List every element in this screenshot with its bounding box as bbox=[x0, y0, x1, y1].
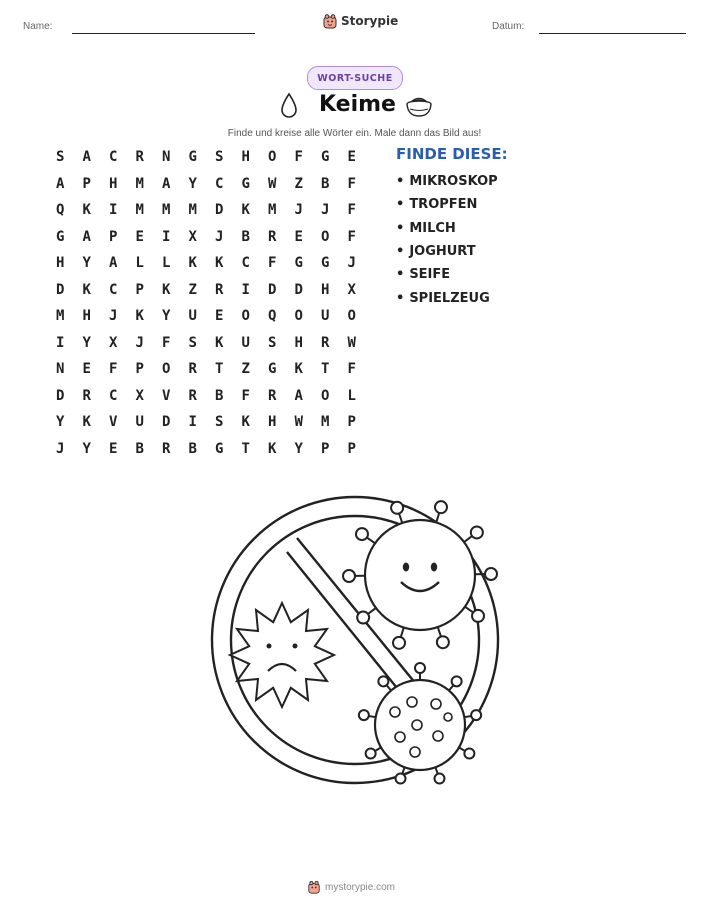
grid-cell[interactable]: X bbox=[109, 334, 118, 351]
grid-cell[interactable]: A bbox=[109, 255, 118, 272]
grid-cell[interactable]: G bbox=[215, 440, 224, 457]
grid-cell[interactable]: C bbox=[215, 175, 224, 192]
grid-cell[interactable]: J bbox=[135, 334, 144, 351]
word-text: MIKROSKOP bbox=[409, 174, 498, 190]
word-text: TROPFEN bbox=[409, 197, 478, 213]
grid-cell[interactable]: O bbox=[321, 387, 330, 404]
grid-cell[interactable]: I bbox=[188, 414, 197, 431]
grid-cell[interactable]: K bbox=[241, 414, 250, 431]
grid-cell[interactable]: I bbox=[109, 202, 118, 219]
grid-cell[interactable]: R bbox=[268, 387, 277, 404]
grid-cell[interactable]: Y bbox=[294, 440, 303, 457]
grid-cell[interactable]: X bbox=[188, 228, 197, 245]
grid-cell[interactable]: K bbox=[215, 334, 224, 351]
grid-cell[interactable]: H bbox=[268, 414, 277, 431]
title-row bbox=[0, 90, 709, 124]
bullet: • bbox=[396, 220, 405, 236]
grid-cell[interactable]: R bbox=[162, 440, 171, 457]
grid-cell[interactable]: X bbox=[347, 281, 356, 298]
grid-cell[interactable]: O bbox=[162, 361, 171, 378]
grid-cell[interactable]: M bbox=[135, 175, 144, 192]
grid-row bbox=[47, 330, 365, 357]
grid-cell[interactable]: A bbox=[162, 175, 171, 192]
grid-cell[interactable]: C bbox=[109, 387, 118, 404]
grid-cell[interactable]: J bbox=[294, 202, 303, 219]
word-list-item bbox=[396, 263, 498, 286]
grid-cell[interactable]: M bbox=[321, 414, 330, 431]
grid-cell[interactable]: O bbox=[321, 228, 330, 245]
grid-cell[interactable]: B bbox=[135, 440, 144, 457]
grid-cell[interactable]: X bbox=[135, 387, 144, 404]
grid-cell[interactable]: D bbox=[215, 202, 224, 219]
word-list bbox=[396, 170, 498, 310]
grid-cell[interactable]: M bbox=[188, 202, 197, 219]
grid-cell[interactable]: F bbox=[347, 202, 356, 219]
word-search-tag: WORT-SUCHE bbox=[307, 66, 403, 90]
grid-cell[interactable]: F bbox=[294, 149, 303, 166]
grid-cell[interactable]: Y bbox=[82, 255, 91, 272]
grid-cell[interactable]: C bbox=[109, 149, 118, 166]
grid-row bbox=[47, 303, 365, 330]
germ-illustration bbox=[205, 490, 505, 790]
grid-cell[interactable]: U bbox=[188, 308, 197, 325]
footer-url[interactable]: mystorypie.com bbox=[325, 881, 396, 893]
grid-row bbox=[47, 250, 365, 277]
grid-cell[interactable]: P bbox=[109, 228, 118, 245]
grid-cell[interactable]: D bbox=[56, 281, 65, 298]
grid-cell[interactable]: Q bbox=[56, 202, 65, 219]
grid-cell[interactable]: B bbox=[215, 387, 224, 404]
grid-cell[interactable]: S bbox=[188, 334, 197, 351]
grid-cell[interactable]: S bbox=[268, 334, 277, 351]
grid-cell[interactable]: A bbox=[294, 387, 303, 404]
grid-cell[interactable]: P bbox=[347, 440, 356, 457]
grid-cell[interactable]: R bbox=[82, 387, 91, 404]
grid-cell[interactable]: A bbox=[82, 228, 91, 245]
grid-cell[interactable]: G bbox=[321, 149, 330, 166]
grid-cell[interactable]: L bbox=[135, 255, 144, 272]
grid-cell[interactable]: K bbox=[241, 202, 250, 219]
grid-cell[interactable]: Z bbox=[241, 361, 250, 378]
grid-cell[interactable]: T bbox=[241, 440, 250, 457]
grid-cell[interactable]: G bbox=[241, 175, 250, 192]
grid-cell[interactable]: H bbox=[82, 308, 91, 325]
grid-cell[interactable]: K bbox=[135, 308, 144, 325]
word-list-item bbox=[396, 286, 498, 309]
grid-cell[interactable]: F bbox=[109, 361, 118, 378]
grid-row bbox=[47, 171, 365, 198]
grid-cell[interactable]: I bbox=[56, 334, 65, 351]
word-list-item bbox=[396, 193, 498, 216]
grid-cell[interactable]: C bbox=[109, 281, 118, 298]
grid-cell[interactable]: P bbox=[321, 440, 330, 457]
grid-cell[interactable]: B bbox=[321, 175, 330, 192]
find-list-title: FINDE DIESE: bbox=[396, 145, 508, 163]
grid-cell[interactable]: J bbox=[56, 440, 65, 457]
grid-cell[interactable]: C bbox=[241, 255, 250, 272]
grid-cell[interactable]: I bbox=[241, 281, 250, 298]
grid-cell[interactable]: E bbox=[215, 308, 224, 325]
grid-cell[interactable]: M bbox=[135, 202, 144, 219]
grid-cell[interactable]: H bbox=[321, 281, 330, 298]
grid-cell[interactable]: G bbox=[56, 228, 65, 245]
footer bbox=[307, 880, 395, 894]
grid-cell[interactable]: O bbox=[347, 308, 356, 325]
grid-cell[interactable]: F bbox=[347, 175, 356, 192]
grid-cell[interactable]: W bbox=[268, 175, 277, 192]
word-text: JOGHURT bbox=[409, 244, 476, 260]
word-search-grid bbox=[47, 144, 365, 462]
grid-row bbox=[47, 436, 365, 463]
grid-row bbox=[47, 197, 365, 224]
grid-cell[interactable]: U bbox=[135, 414, 144, 431]
grid-cell[interactable]: R bbox=[135, 149, 144, 166]
grid-cell[interactable]: F bbox=[241, 387, 250, 404]
grid-cell[interactable]: O bbox=[268, 149, 277, 166]
grid-cell[interactable]: H bbox=[56, 255, 65, 272]
grid-cell[interactable]: E bbox=[109, 440, 118, 457]
grid-cell[interactable]: B bbox=[241, 228, 250, 245]
yogurt-bowl-icon bbox=[405, 93, 433, 119]
grid-cell[interactable]: Y bbox=[82, 334, 91, 351]
grid-cell[interactable]: Z bbox=[188, 281, 197, 298]
word-text: SEIFE bbox=[409, 267, 451, 283]
grid-row bbox=[47, 277, 365, 304]
grid-cell[interactable]: T bbox=[215, 361, 224, 378]
grid-cell[interactable]: N bbox=[162, 149, 171, 166]
date-line[interactable] bbox=[539, 33, 686, 34]
grid-cell[interactable]: K bbox=[268, 440, 277, 457]
grid-cell[interactable]: N bbox=[56, 361, 65, 378]
grid-cell[interactable]: H bbox=[241, 149, 250, 166]
word-list-item bbox=[396, 170, 498, 193]
grid-cell[interactable]: K bbox=[215, 255, 224, 272]
name-line[interactable] bbox=[72, 33, 255, 34]
grid-cell[interactable]: K bbox=[82, 281, 91, 298]
grid-cell[interactable]: D bbox=[162, 414, 171, 431]
grid-cell[interactable]: S bbox=[56, 149, 65, 166]
grid-cell[interactable]: R bbox=[268, 228, 277, 245]
bullet: • bbox=[396, 267, 405, 283]
page-title: Keime bbox=[319, 92, 396, 117]
grid-cell[interactable]: K bbox=[162, 281, 171, 298]
grid-cell[interactable]: G bbox=[188, 149, 197, 166]
grid-cell[interactable]: W bbox=[347, 334, 356, 351]
grid-cell[interactable]: M bbox=[162, 202, 171, 219]
grid-cell[interactable]: Y bbox=[162, 308, 171, 325]
grid-cell[interactable]: V bbox=[109, 414, 118, 431]
grid-cell[interactable]: S bbox=[215, 149, 224, 166]
grid-cell[interactable]: T bbox=[321, 361, 330, 378]
grid-cell[interactable]: M bbox=[268, 202, 277, 219]
grid-cell[interactable]: D bbox=[268, 281, 277, 298]
grid-cell[interactable]: E bbox=[82, 361, 91, 378]
word-text: SPIELZEUG bbox=[409, 290, 490, 306]
grid-cell[interactable]: L bbox=[347, 387, 356, 404]
name-label: Name: bbox=[23, 21, 53, 32]
water-drop-icon bbox=[279, 92, 299, 120]
grid-cell[interactable]: Y bbox=[82, 440, 91, 457]
grid-cell[interactable]: Z bbox=[294, 175, 303, 192]
grid-cell[interactable]: F bbox=[268, 255, 277, 272]
grid-cell[interactable]: W bbox=[294, 414, 303, 431]
grid-cell[interactable]: R bbox=[188, 387, 197, 404]
grid-cell[interactable]: Y bbox=[56, 414, 65, 431]
grid-cell[interactable]: R bbox=[321, 334, 330, 351]
bullet: • bbox=[396, 174, 405, 190]
instructions: Finde und kreise alle Wörter ein. Male dann das Bild aus! bbox=[227, 128, 482, 139]
storypie-logo-icon bbox=[322, 13, 338, 29]
grid-row bbox=[47, 144, 365, 171]
grid-cell[interactable]: H bbox=[294, 334, 303, 351]
grid-cell[interactable]: U bbox=[241, 334, 250, 351]
grid-cell[interactable]: K bbox=[294, 361, 303, 378]
brand-logo bbox=[322, 13, 398, 29]
grid-cell[interactable]: R bbox=[215, 281, 224, 298]
grid-cell[interactable]: U bbox=[321, 308, 330, 325]
grid-cell[interactable]: E bbox=[294, 228, 303, 245]
brand-name: Storypie bbox=[341, 14, 399, 28]
grid-cell[interactable]: P bbox=[135, 361, 144, 378]
bullet: • bbox=[396, 244, 405, 260]
bullet: • bbox=[396, 290, 405, 306]
grid-cell[interactable]: K bbox=[82, 202, 91, 219]
grid-cell[interactable]: J bbox=[109, 308, 118, 325]
grid-cell[interactable]: F bbox=[347, 228, 356, 245]
grid-cell[interactable]: E bbox=[347, 149, 356, 166]
grid-cell[interactable]: J bbox=[347, 255, 356, 272]
grid-row bbox=[47, 383, 365, 410]
grid-cell[interactable]: J bbox=[215, 228, 224, 245]
grid-cell[interactable]: P bbox=[347, 414, 356, 431]
grid-cell[interactable]: K bbox=[188, 255, 197, 272]
grid-cell[interactable]: O bbox=[294, 308, 303, 325]
storypie-logo-icon bbox=[307, 880, 321, 894]
word-list-item bbox=[396, 217, 498, 240]
grid-cell[interactable]: Y bbox=[188, 175, 197, 192]
grid-cell[interactable]: J bbox=[321, 202, 330, 219]
word-list-item bbox=[396, 240, 498, 263]
grid-row bbox=[47, 224, 365, 251]
bullet: • bbox=[396, 197, 405, 213]
grid-cell[interactable]: A bbox=[56, 175, 65, 192]
grid-cell[interactable]: G bbox=[268, 361, 277, 378]
grid-cell[interactable]: H bbox=[109, 175, 118, 192]
word-text: MILCH bbox=[409, 220, 456, 236]
grid-cell[interactable]: Q bbox=[268, 308, 277, 325]
grid-cell[interactable]: B bbox=[188, 440, 197, 457]
grid-cell[interactable]: R bbox=[188, 361, 197, 378]
grid-cell[interactable]: M bbox=[56, 308, 65, 325]
grid-cell[interactable]: A bbox=[82, 149, 91, 166]
grid-cell[interactable]: D bbox=[56, 387, 65, 404]
grid-cell[interactable]: G bbox=[294, 255, 303, 272]
grid-cell[interactable]: O bbox=[241, 308, 250, 325]
grid-row bbox=[47, 409, 365, 436]
grid-cell[interactable]: L bbox=[162, 255, 171, 272]
grid-cell[interactable]: S bbox=[215, 414, 224, 431]
grid-cell[interactable]: P bbox=[135, 281, 144, 298]
grid-cell[interactable]: E bbox=[135, 228, 144, 245]
date-label: Datum: bbox=[492, 21, 525, 32]
grid-cell[interactable]: I bbox=[162, 228, 171, 245]
grid-cell[interactable]: D bbox=[294, 281, 303, 298]
grid-cell[interactable]: K bbox=[82, 414, 91, 431]
grid-cell[interactable]: G bbox=[321, 255, 330, 272]
grid-cell[interactable]: V bbox=[162, 387, 171, 404]
grid-row bbox=[47, 356, 365, 383]
grid-cell[interactable]: F bbox=[347, 361, 356, 378]
grid-cell[interactable]: P bbox=[82, 175, 91, 192]
grid-cell[interactable]: F bbox=[162, 334, 171, 351]
